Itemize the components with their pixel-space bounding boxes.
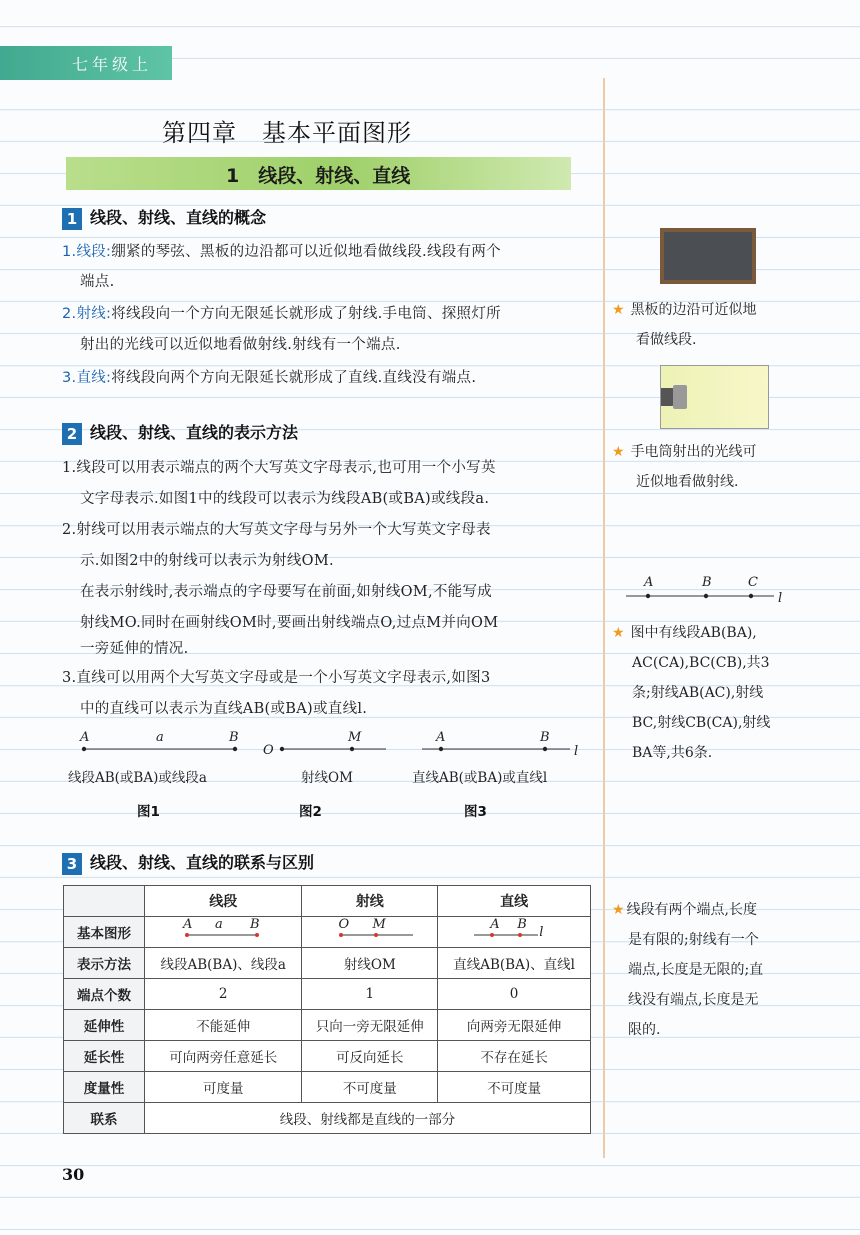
fig2-caption: 射线OM xyxy=(301,770,353,786)
concept-item-ray: 2.射线:将线段向一个方向无限延长就形成了射线.手电筒、探照灯所 xyxy=(62,306,501,322)
section-number: 1 xyxy=(62,208,82,230)
notation-line: 一旁延伸的情况. xyxy=(80,641,189,657)
term-segment: 线段 xyxy=(76,244,107,260)
concept-item-segment: 1.线段:绷紧的琴弦、黑板的边沿都可以近似地看做线段.线段有两个 xyxy=(62,244,501,260)
fig2-label-O: O xyxy=(263,743,274,758)
row-header: 基本图形 xyxy=(64,917,145,948)
star-icon: ★ xyxy=(612,444,625,460)
notation-line: 在表示射线时,表示端点的字母要写在前面,如射线OM,不能写成 xyxy=(80,584,493,600)
notation-line: 文字母表示.如图1中的线段可以表示为线段AB(或BA)或线段a. xyxy=(80,491,490,507)
fig1-label-a: a xyxy=(156,730,164,745)
term-line: 直线 xyxy=(76,370,107,386)
fig2-name: 图2 xyxy=(299,804,322,820)
table-header-cell: 直线 xyxy=(438,886,591,917)
table-ray-drawing xyxy=(339,931,415,939)
side-note-summary: ★ 线段有两个端点,长度 是有限的;射线有一个 端点,长度是无限的;直 线没有端点,长度是无 限的. xyxy=(612,902,764,1038)
table-row: 表示方法 线段AB(BA)、线段a 射线OM 直线AB(BA)、直线l xyxy=(64,948,591,979)
concept-item-segment-cont: 端点. xyxy=(80,274,115,290)
fig3-line xyxy=(422,742,572,756)
table-row: 端点个数 2 1 0 xyxy=(64,979,591,1010)
section-number: 2 xyxy=(62,423,82,445)
fig3-name: 图3 xyxy=(464,804,487,820)
table-header-row xyxy=(64,886,591,917)
fig2-label-M: M xyxy=(348,730,362,745)
section-heading-1 xyxy=(62,205,266,230)
fig3-label-B: B xyxy=(540,730,550,745)
blackboard-image xyxy=(660,228,756,284)
flashlight-image xyxy=(660,365,769,429)
table-row: 延伸性 不能延伸 只向一旁无限延伸 向两旁无限延伸 xyxy=(64,1010,591,1041)
table-row: 延长性 可向两旁任意延长 可反向延长 不存在延长 xyxy=(64,1041,591,1072)
notation-line: 2.射线可以用表示端点的大写英文字母与另外一个大写英文字母表 xyxy=(62,522,491,538)
fig3-label-l: l xyxy=(574,744,579,759)
fig3-label-A: A xyxy=(436,730,446,745)
lesson-title: 1 线段、射线、直线 xyxy=(226,165,411,187)
margin-divider xyxy=(603,78,605,1158)
grade-tab-label: 七年级上 xyxy=(72,55,153,74)
notation-line: 1.线段可以用表示端点的两个大写英文字母表示,也可用一个小写英 xyxy=(62,460,496,476)
comparison-table xyxy=(63,885,591,1134)
star-icon: ★ xyxy=(612,302,625,318)
grade-tab xyxy=(0,46,172,80)
side-note-flashlight: ★ 手电筒射出的光线可 近似地看做射线. xyxy=(612,444,757,490)
side-note-blackboard: ★ 黑板的边沿可近似地 看做线段. xyxy=(612,302,757,348)
section-heading-2 xyxy=(62,420,298,445)
fig3-caption: 直线AB(或BA)或直线l xyxy=(412,770,548,786)
notation-line: 中的直线可以表示为直线AB(或BA)或直线l. xyxy=(80,701,368,717)
side-diagram-label-C: C xyxy=(748,575,758,590)
link-cell: 线段、射线都是直线的一部分 xyxy=(145,1103,591,1134)
page-number: 30 xyxy=(62,1165,85,1184)
basic-figure-ray: O M xyxy=(302,917,438,948)
side-diagram-label-A: A xyxy=(644,575,654,590)
star-icon: ★ xyxy=(612,625,625,641)
fig1-label-B: B xyxy=(229,730,239,745)
table-header-cell: 线段 xyxy=(145,886,302,917)
side-line-diagram xyxy=(626,591,776,601)
side-diagram-label-B: B xyxy=(702,575,712,590)
star-icon: ★ xyxy=(612,902,625,918)
concept-item-line: 3.直线:将线段向两个方向无限延长就形成了直线.直线没有端点. xyxy=(62,370,477,386)
table-header-cell xyxy=(64,886,145,917)
notation-line: 射线MO.同时在画射线OM时,要画出射线端点O,过点M并向OM xyxy=(80,615,499,631)
table-segment-drawing xyxy=(185,931,261,939)
basic-figure-segment: A a B xyxy=(145,917,302,948)
fig2-ray xyxy=(278,742,388,756)
table-row: 度量性 可度量 不可度量 不可度量 xyxy=(64,1072,591,1103)
chapter-title: 第四章 基本平面图形 xyxy=(162,119,412,147)
table-header-cell: 射线 xyxy=(302,886,438,917)
table-line-drawing xyxy=(474,931,540,939)
fig1-name: 图1 xyxy=(137,804,160,820)
section-number: 3 xyxy=(62,853,82,875)
concept-item-ray-cont: 射出的光线可以近似地看做射线.射线有一个端点. xyxy=(80,337,401,353)
fig1-caption: 线段AB(或BA)或线段a xyxy=(68,770,207,786)
table-row xyxy=(64,917,591,948)
lesson-banner xyxy=(66,157,571,190)
basic-figure-line: A B l xyxy=(438,917,591,948)
table-row: 联系 线段、射线都是直线的一部分 xyxy=(64,1103,591,1134)
side-diagram-label-l: l xyxy=(778,591,783,606)
section-heading-3 xyxy=(62,850,314,875)
section-title: 线段、射线、直线的表示方法 xyxy=(90,423,299,442)
section-title: 线段、射线、直线的概念 xyxy=(90,208,267,227)
notation-line: 3.直线可以用两个大写英文字母或是一个小写英文字母表示,如图3 xyxy=(62,670,491,686)
fig1-segment xyxy=(80,742,240,756)
section-title: 线段、射线、直线的联系与区别 xyxy=(90,853,315,872)
notation-line: 示.如图2中的射线可以表示为射线OM. xyxy=(80,553,334,569)
term-ray: 射线 xyxy=(76,306,107,322)
side-note-count: ★ 图中有线段AB(BA), AC(CA),BC(CB),共3 条;射线AB(AC),射线 BC,射线CB(CA),射线 BA等,共6条. xyxy=(612,625,771,761)
fig1-label-A: A xyxy=(80,730,90,745)
